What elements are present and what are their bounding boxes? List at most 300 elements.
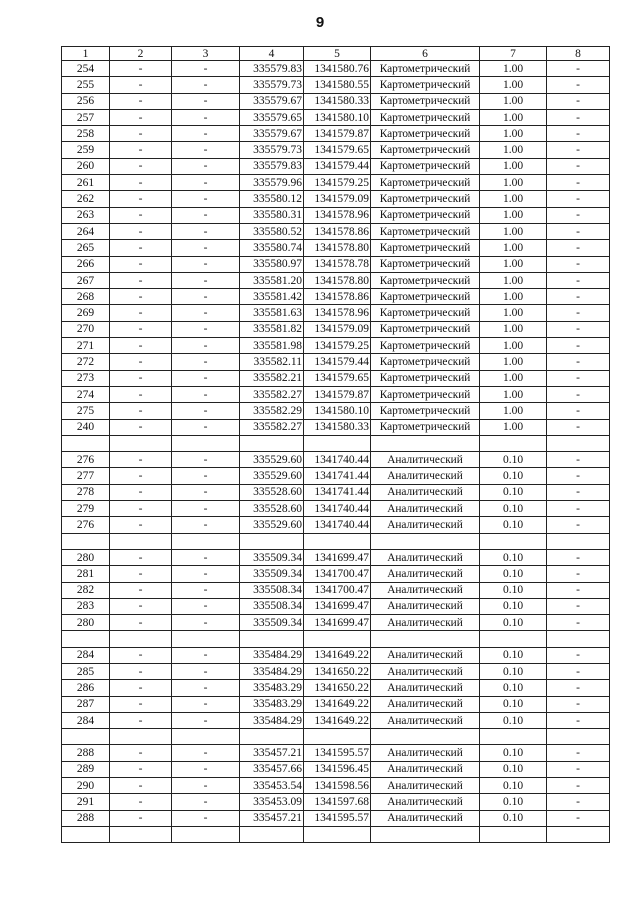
- table-cell: -: [547, 566, 610, 582]
- table-row: [62, 338, 610, 354]
- table-cell: -: [172, 77, 240, 93]
- table-cell: -: [110, 663, 172, 679]
- table-cell: 1.00: [480, 289, 547, 305]
- table-cell: -: [547, 272, 610, 288]
- table-cell: -: [172, 289, 240, 305]
- table-cell: -: [547, 370, 610, 386]
- table-cell: 1341578.86: [304, 289, 371, 305]
- table-row: [62, 745, 610, 761]
- table-row: [62, 256, 610, 272]
- table-cell: Картометрический: [371, 77, 480, 93]
- table-cell: -: [110, 61, 172, 77]
- table-cell: [304, 435, 371, 451]
- table-cell: 335453.54: [240, 778, 304, 794]
- table-cell: Картометрический: [371, 61, 480, 77]
- table-cell: Аналитический: [371, 468, 480, 484]
- table-cell: -: [110, 289, 172, 305]
- table-cell: -: [172, 223, 240, 239]
- table-cell: Аналитический: [371, 484, 480, 500]
- table-cell: 266: [62, 256, 110, 272]
- table-row: [62, 501, 610, 517]
- table-cell: -: [172, 549, 240, 565]
- table-cell: Аналитический: [371, 452, 480, 468]
- table-cell: -: [110, 256, 172, 272]
- table-cell: 254: [62, 61, 110, 77]
- table-cell: -: [110, 582, 172, 598]
- table-cell: Аналитический: [371, 566, 480, 582]
- table-cell: Картометрический: [371, 223, 480, 239]
- table-cell: 1.00: [480, 370, 547, 386]
- table-cell: -: [110, 386, 172, 402]
- table-cell: 1341578.96: [304, 305, 371, 321]
- table-cell: Картометрический: [371, 272, 480, 288]
- table-cell: -: [172, 501, 240, 517]
- table-cell: 0.10: [480, 647, 547, 663]
- table-cell: 335579.67: [240, 93, 304, 109]
- table-cell: Аналитический: [371, 761, 480, 777]
- table-cell: 1.00: [480, 126, 547, 142]
- table-cell: -: [172, 484, 240, 500]
- table-cell: 1341597.68: [304, 794, 371, 810]
- table-cell: -: [110, 680, 172, 696]
- table-cell: Картометрический: [371, 354, 480, 370]
- table-row: [62, 484, 610, 500]
- table-cell: 335580.97: [240, 256, 304, 272]
- table-cell: 0.10: [480, 810, 547, 826]
- table-row: [62, 175, 610, 191]
- table-row: [62, 223, 610, 239]
- table-cell: -: [172, 696, 240, 712]
- table-cell: 335580.31: [240, 207, 304, 223]
- table-cell: -: [110, 468, 172, 484]
- table-row: [62, 761, 610, 777]
- table-cell: 1341740.44: [304, 501, 371, 517]
- table-cell: 1341580.33: [304, 93, 371, 109]
- table-row: [62, 191, 610, 207]
- table-cell: 335528.60: [240, 484, 304, 500]
- table-row: [62, 598, 610, 614]
- table-cell: 1.00: [480, 142, 547, 158]
- table-cell: 1341578.80: [304, 240, 371, 256]
- table-cell: -: [547, 598, 610, 614]
- table-cell: -: [110, 517, 172, 533]
- table-cell: 335509.34: [240, 566, 304, 582]
- table-cell: -: [172, 354, 240, 370]
- table-cell: -: [547, 305, 610, 321]
- table-cell: -: [110, 354, 172, 370]
- table-cell: 335457.66: [240, 761, 304, 777]
- table-cell: 335508.34: [240, 582, 304, 598]
- table-cell: 1341579.65: [304, 370, 371, 386]
- table-cell: 335579.83: [240, 158, 304, 174]
- table-cell: -: [547, 680, 610, 696]
- table-row: [62, 142, 610, 158]
- table-cell: -: [547, 501, 610, 517]
- column-header: 7: [480, 47, 547, 61]
- table-cell: 1341649.22: [304, 647, 371, 663]
- table-cell: Картометрический: [371, 256, 480, 272]
- table-cell: -: [547, 778, 610, 794]
- table-cell: -: [110, 403, 172, 419]
- table-cell: 335457.21: [240, 810, 304, 826]
- table-row: [62, 517, 610, 533]
- table-row: [62, 289, 610, 305]
- table-cell: -: [547, 109, 610, 125]
- table-cell: 274: [62, 386, 110, 402]
- table-cell: 281: [62, 566, 110, 582]
- table-cell: [304, 631, 371, 647]
- table-cell: -: [110, 745, 172, 761]
- table-cell: [62, 631, 110, 647]
- table-cell: -: [110, 175, 172, 191]
- table-row: [62, 419, 610, 435]
- table-row: [62, 61, 610, 77]
- table-cell: 0.10: [480, 680, 547, 696]
- table-cell: -: [172, 778, 240, 794]
- table-cell: 1.00: [480, 272, 547, 288]
- table-cell: Картометрический: [371, 240, 480, 256]
- table-cell: -: [110, 549, 172, 565]
- table-cell: 256: [62, 93, 110, 109]
- table-cell: -: [547, 549, 610, 565]
- table-cell: -: [172, 517, 240, 533]
- table-cell: 0.10: [480, 598, 547, 614]
- table-cell: [62, 533, 110, 549]
- table-cell: Аналитический: [371, 712, 480, 728]
- table-row-blank: [62, 435, 610, 451]
- table-cell: -: [110, 370, 172, 386]
- table-cell: -: [172, 207, 240, 223]
- table-cell: -: [110, 761, 172, 777]
- table-cell: 270: [62, 321, 110, 337]
- table-cell: Картометрический: [371, 403, 480, 419]
- table-cell: -: [547, 403, 610, 419]
- table-cell: [240, 533, 304, 549]
- table-cell: 1.00: [480, 207, 547, 223]
- table-header-row: [62, 47, 610, 61]
- table-cell: -: [110, 77, 172, 93]
- table-cell: [110, 826, 172, 842]
- table-cell: 1341580.10: [304, 403, 371, 419]
- table-cell: [110, 435, 172, 451]
- table-cell: Картометрический: [371, 126, 480, 142]
- table-cell: [480, 435, 547, 451]
- table-cell: -: [110, 321, 172, 337]
- table-cell: [240, 826, 304, 842]
- table-cell: [480, 533, 547, 549]
- table-cell: -: [172, 256, 240, 272]
- table-cell: Картометрический: [371, 191, 480, 207]
- table-cell: 0.10: [480, 615, 547, 631]
- table-cell: -: [547, 93, 610, 109]
- table-cell: -: [172, 370, 240, 386]
- table-cell: -: [110, 452, 172, 468]
- table-cell: 335582.21: [240, 370, 304, 386]
- table-cell: 1341595.57: [304, 745, 371, 761]
- table-cell: 280: [62, 549, 110, 565]
- table-cell: 273: [62, 370, 110, 386]
- table-cell: -: [110, 93, 172, 109]
- table-cell: Картометрический: [371, 305, 480, 321]
- table-cell: 335582.27: [240, 419, 304, 435]
- table-cell: [480, 631, 547, 647]
- table-cell: 282: [62, 582, 110, 598]
- table-row-blank: [62, 826, 610, 842]
- table-cell: 335529.60: [240, 452, 304, 468]
- table-cell: 1341579.44: [304, 158, 371, 174]
- table-cell: 335582.29: [240, 403, 304, 419]
- table-cell: 1341650.22: [304, 663, 371, 679]
- table-row-blank: [62, 631, 610, 647]
- table-cell: -: [172, 191, 240, 207]
- table-cell: -: [172, 598, 240, 614]
- table-cell: -: [547, 175, 610, 191]
- table-cell: Аналитический: [371, 598, 480, 614]
- table-cell: -: [547, 615, 610, 631]
- table-cell: Аналитический: [371, 794, 480, 810]
- table-cell: 284: [62, 647, 110, 663]
- table-cell: 288: [62, 810, 110, 826]
- table-cell: 271: [62, 338, 110, 354]
- table-cell: [62, 435, 110, 451]
- table-cell: -: [547, 207, 610, 223]
- table-cell: 0.10: [480, 582, 547, 598]
- table-cell: [371, 729, 480, 745]
- table-cell: -: [172, 566, 240, 582]
- table-cell: 335582.27: [240, 386, 304, 402]
- table-cell: 277: [62, 468, 110, 484]
- table-cell: 335508.34: [240, 598, 304, 614]
- table-cell: 335579.67: [240, 126, 304, 142]
- table-cell: -: [172, 419, 240, 435]
- table-cell: 264: [62, 223, 110, 239]
- table-cell: -: [172, 305, 240, 321]
- table-row: [62, 615, 610, 631]
- table-cell: -: [172, 647, 240, 663]
- table-row: [62, 77, 610, 93]
- table-cell: Картометрический: [371, 338, 480, 354]
- table-cell: -: [547, 712, 610, 728]
- table-cell: [480, 826, 547, 842]
- table-cell: 279: [62, 501, 110, 517]
- table-cell: -: [110, 615, 172, 631]
- table-cell: 275: [62, 403, 110, 419]
- table-cell: -: [172, 615, 240, 631]
- table-cell: Картометрический: [371, 142, 480, 158]
- table-cell: Картометрический: [371, 321, 480, 337]
- table-cell: -: [172, 452, 240, 468]
- table-cell: 1.00: [480, 338, 547, 354]
- table-cell: 267: [62, 272, 110, 288]
- table-cell: 1341580.76: [304, 61, 371, 77]
- table-row: [62, 305, 610, 321]
- table-row: [62, 207, 610, 223]
- table-row-blank: [62, 729, 610, 745]
- table-cell: 335579.65: [240, 109, 304, 125]
- table-cell: -: [547, 468, 610, 484]
- table-cell: -: [110, 778, 172, 794]
- column-header: 8: [547, 47, 610, 61]
- page-number: 9: [315, 14, 325, 31]
- table-cell: Аналитический: [371, 810, 480, 826]
- table-cell: 335528.60: [240, 501, 304, 517]
- table-cell: 1.00: [480, 305, 547, 321]
- table-row: [62, 321, 610, 337]
- table-cell: 1341579.25: [304, 338, 371, 354]
- table-cell: 263: [62, 207, 110, 223]
- table-row: [62, 386, 610, 402]
- table-cell: 335582.11: [240, 354, 304, 370]
- table-cell: 1341595.57: [304, 810, 371, 826]
- table-cell: [110, 729, 172, 745]
- table-cell: 261: [62, 175, 110, 191]
- column-header: 2: [110, 47, 172, 61]
- table-cell: -: [547, 240, 610, 256]
- table-cell: [480, 729, 547, 745]
- table-row: [62, 240, 610, 256]
- table-cell: 335483.29: [240, 696, 304, 712]
- table-cell: 0.10: [480, 549, 547, 565]
- table-cell: -: [547, 696, 610, 712]
- table-cell: [240, 631, 304, 647]
- table-cell: -: [172, 93, 240, 109]
- table-cell: [371, 826, 480, 842]
- table-cell: -: [110, 240, 172, 256]
- table-row-blank: [62, 533, 610, 549]
- table-cell: 265: [62, 240, 110, 256]
- table-cell: Аналитический: [371, 501, 480, 517]
- table-cell: 1.00: [480, 354, 547, 370]
- table-cell: 1341580.55: [304, 77, 371, 93]
- table-cell: 289: [62, 761, 110, 777]
- table-cell: -: [547, 386, 610, 402]
- table-cell: 1.00: [480, 240, 547, 256]
- table-cell: 290: [62, 778, 110, 794]
- table-cell: Аналитический: [371, 647, 480, 663]
- table-cell: 0.10: [480, 663, 547, 679]
- table-cell: Аналитический: [371, 696, 480, 712]
- table-cell: 0.10: [480, 794, 547, 810]
- table-cell: 286: [62, 680, 110, 696]
- table-cell: Картометрический: [371, 93, 480, 109]
- table-cell: 335580.52: [240, 223, 304, 239]
- table-cell: 335579.96: [240, 175, 304, 191]
- table-cell: [240, 729, 304, 745]
- table-cell: 1.00: [480, 109, 547, 125]
- table-cell: 0.10: [480, 501, 547, 517]
- table-cell: -: [172, 338, 240, 354]
- table-cell: 335529.60: [240, 468, 304, 484]
- table-cell: -: [547, 223, 610, 239]
- table-cell: Аналитический: [371, 745, 480, 761]
- table-row: [62, 272, 610, 288]
- table-cell: 1341740.44: [304, 517, 371, 533]
- table-cell: 1341741.44: [304, 468, 371, 484]
- table-cell: -: [172, 403, 240, 419]
- table-cell: 269: [62, 305, 110, 321]
- table-cell: [547, 826, 610, 842]
- table-cell: [172, 435, 240, 451]
- table-cell: Картометрический: [371, 386, 480, 402]
- table-cell: Аналитический: [371, 615, 480, 631]
- table-cell: 335509.34: [240, 549, 304, 565]
- table-cell: [547, 435, 610, 451]
- table-cell: 1.00: [480, 403, 547, 419]
- table-cell: 1.00: [480, 321, 547, 337]
- table-row: [62, 452, 610, 468]
- table-cell: 1341578.96: [304, 207, 371, 223]
- column-header: 5: [304, 47, 371, 61]
- table-cell: [62, 826, 110, 842]
- table-cell: [547, 729, 610, 745]
- table-cell: 335581.20: [240, 272, 304, 288]
- table-cell: 335579.73: [240, 142, 304, 158]
- table-cell: Аналитический: [371, 549, 480, 565]
- table-cell: [240, 435, 304, 451]
- table-cell: -: [172, 680, 240, 696]
- table-cell: Картометрический: [371, 370, 480, 386]
- table-cell: -: [110, 109, 172, 125]
- table-cell: -: [110, 598, 172, 614]
- table-cell: 260: [62, 158, 110, 174]
- table-cell: 1341579.44: [304, 354, 371, 370]
- table-cell: -: [172, 272, 240, 288]
- table-cell: -: [172, 386, 240, 402]
- table-row: [62, 663, 610, 679]
- table-cell: Картометрический: [371, 289, 480, 305]
- table-cell: -: [172, 175, 240, 191]
- table-cell: -: [547, 419, 610, 435]
- table-cell: 335457.21: [240, 745, 304, 761]
- table-cell: 1.00: [480, 223, 547, 239]
- table-cell: 1.00: [480, 93, 547, 109]
- table-cell: -: [547, 142, 610, 158]
- table-cell: -: [172, 61, 240, 77]
- table-cell: -: [547, 517, 610, 533]
- table-cell: 335509.34: [240, 615, 304, 631]
- table-cell: 280: [62, 615, 110, 631]
- table-cell: 0.10: [480, 778, 547, 794]
- table-cell: -: [110, 501, 172, 517]
- table-cell: Картометрический: [371, 109, 480, 125]
- table-cell: 0.10: [480, 468, 547, 484]
- table-row: [62, 126, 610, 142]
- table-cell: -: [172, 142, 240, 158]
- table-cell: -: [547, 191, 610, 207]
- table-cell: 335484.29: [240, 663, 304, 679]
- table-cell: 1341699.47: [304, 598, 371, 614]
- table-cell: -: [110, 566, 172, 582]
- table-cell: -: [547, 484, 610, 500]
- table-cell: -: [110, 712, 172, 728]
- table-cell: 255: [62, 77, 110, 93]
- table-cell: -: [172, 794, 240, 810]
- table-cell: -: [110, 223, 172, 239]
- table-row: [62, 696, 610, 712]
- table-cell: [371, 533, 480, 549]
- table-cell: 287: [62, 696, 110, 712]
- table-cell: -: [547, 289, 610, 305]
- table-cell: 1341699.47: [304, 549, 371, 565]
- table-cell: [371, 631, 480, 647]
- table-row: [62, 354, 610, 370]
- table-cell: 1.00: [480, 256, 547, 272]
- table-cell: Картометрический: [371, 207, 480, 223]
- table-cell: Аналитический: [371, 680, 480, 696]
- table-row: [62, 109, 610, 125]
- table-cell: 1341579.25: [304, 175, 371, 191]
- table-cell: 0.10: [480, 745, 547, 761]
